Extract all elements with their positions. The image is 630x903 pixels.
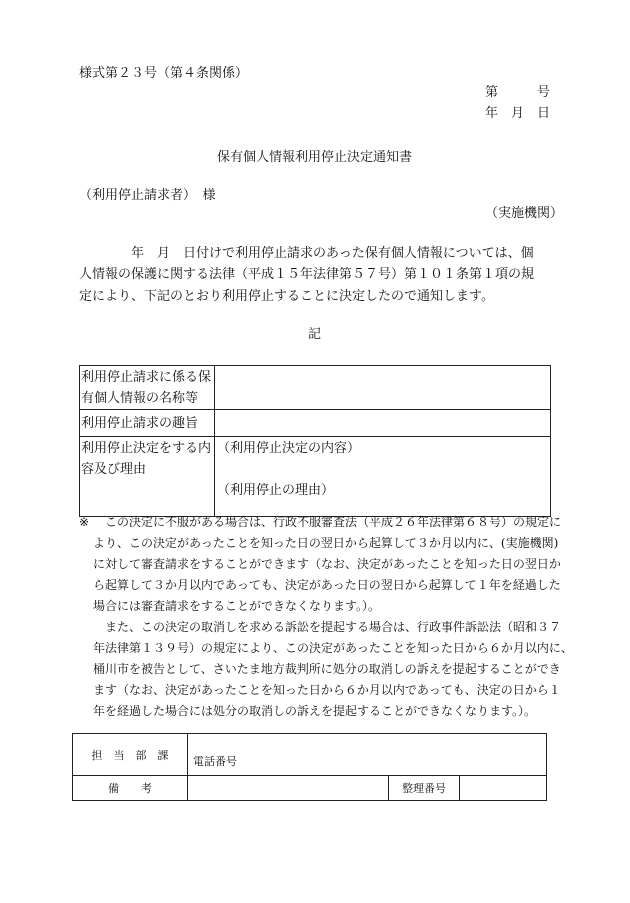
note-line: この決定に不服がある場合は、行政不服審査法（平成２６年法律第６８号）の規定に xyxy=(105,515,562,529)
table-row xyxy=(80,437,551,517)
label-line: 利用停止請求の趣旨 xyxy=(81,416,199,431)
note-line: 場合には審査請求をすることができなくなります。）。 xyxy=(93,599,381,613)
phone-cell[interactable] xyxy=(188,734,547,776)
table-row xyxy=(80,410,551,437)
remarks-value[interactable] xyxy=(188,776,389,801)
info-name-label xyxy=(80,366,215,410)
note-line: ます（なお、決定があったことを知った日から６か月以内であっても、決定の日から１ xyxy=(93,683,561,697)
note-mark: ※ xyxy=(79,515,90,529)
ref-no-label: 整理番号 xyxy=(389,776,460,801)
label-line: 利用停止請求に係る保 xyxy=(81,370,212,385)
phone-label: 電話番号 xyxy=(193,754,237,768)
request-purpose-value[interactable] xyxy=(215,410,551,437)
recipient: （利用停止請求者） 様 xyxy=(79,188,216,203)
body-line: 年 月 日付けで利用停止請求のあった保有個人情報については、個 xyxy=(79,246,534,261)
label-line: 有個人情報の名称等 xyxy=(81,391,199,406)
note-line: また、この決定の取消しを求める訴訟を提起する場合は、行政事件訴訟法（昭和３７ xyxy=(93,620,562,634)
decision-content-value[interactable] xyxy=(215,437,551,517)
info-name-value[interactable] xyxy=(215,366,551,410)
body-line: 定により、下記のとおり利用停止することに決定したので通知します。 xyxy=(79,289,494,304)
issuer: （実施機関） xyxy=(485,206,564,221)
table-row xyxy=(80,366,551,410)
decision-table xyxy=(79,365,551,517)
dept-label: 担 当 部 課 xyxy=(73,734,188,776)
table-row xyxy=(73,776,547,801)
label-line: 容及び理由 xyxy=(81,462,147,477)
ref-no-value[interactable] xyxy=(460,776,547,801)
ki-heading: 記 xyxy=(308,327,322,342)
remarks-label: 備 考 xyxy=(73,776,188,801)
note-line: より、この決定があったことを知った日の翌日から起算して３か月以内に、(実施機関) xyxy=(93,536,559,550)
document-date: 年 月 日 xyxy=(485,106,551,121)
contact-table xyxy=(72,733,547,801)
table-row xyxy=(73,734,547,776)
note-line: 年法律第１３９号）の規定により、この決定があったことを知った日から６か月以内に、 xyxy=(93,641,573,655)
body-line: 人情報の保護に関する法律（平成１５年法律第５７号）第１０１条第１項の規 xyxy=(79,267,535,282)
label-line: 利用停止決定をする内 xyxy=(81,441,212,456)
document-number: 第 号 xyxy=(485,85,551,100)
decision-content-label xyxy=(80,437,215,517)
page-title: 保有個人情報利用停止決定通知書 xyxy=(217,150,413,165)
note-line: 桶川市を被告として、さいたま地方裁判所に処分の取消しの訴えを提起することができ xyxy=(93,662,561,676)
decision-reason-heading: （利用停止の理由） xyxy=(217,483,335,498)
request-purpose-label xyxy=(80,410,215,437)
decision-content-heading: （利用停止決定の内容） xyxy=(217,441,361,456)
note-line: ら起算して３か月以内であっても、決定があった日の翌日から起算して１年を経過した xyxy=(93,578,561,592)
note-line: に対して審査請求をすることができます（なお、決定があったことを知った日の翌日か xyxy=(93,557,561,571)
note-line: 年を経過した場合には処分の取消しの訴えを提起することができなくなります。）。 xyxy=(93,704,537,718)
form-number: 様式第２３号（第４条関係） xyxy=(79,66,249,81)
